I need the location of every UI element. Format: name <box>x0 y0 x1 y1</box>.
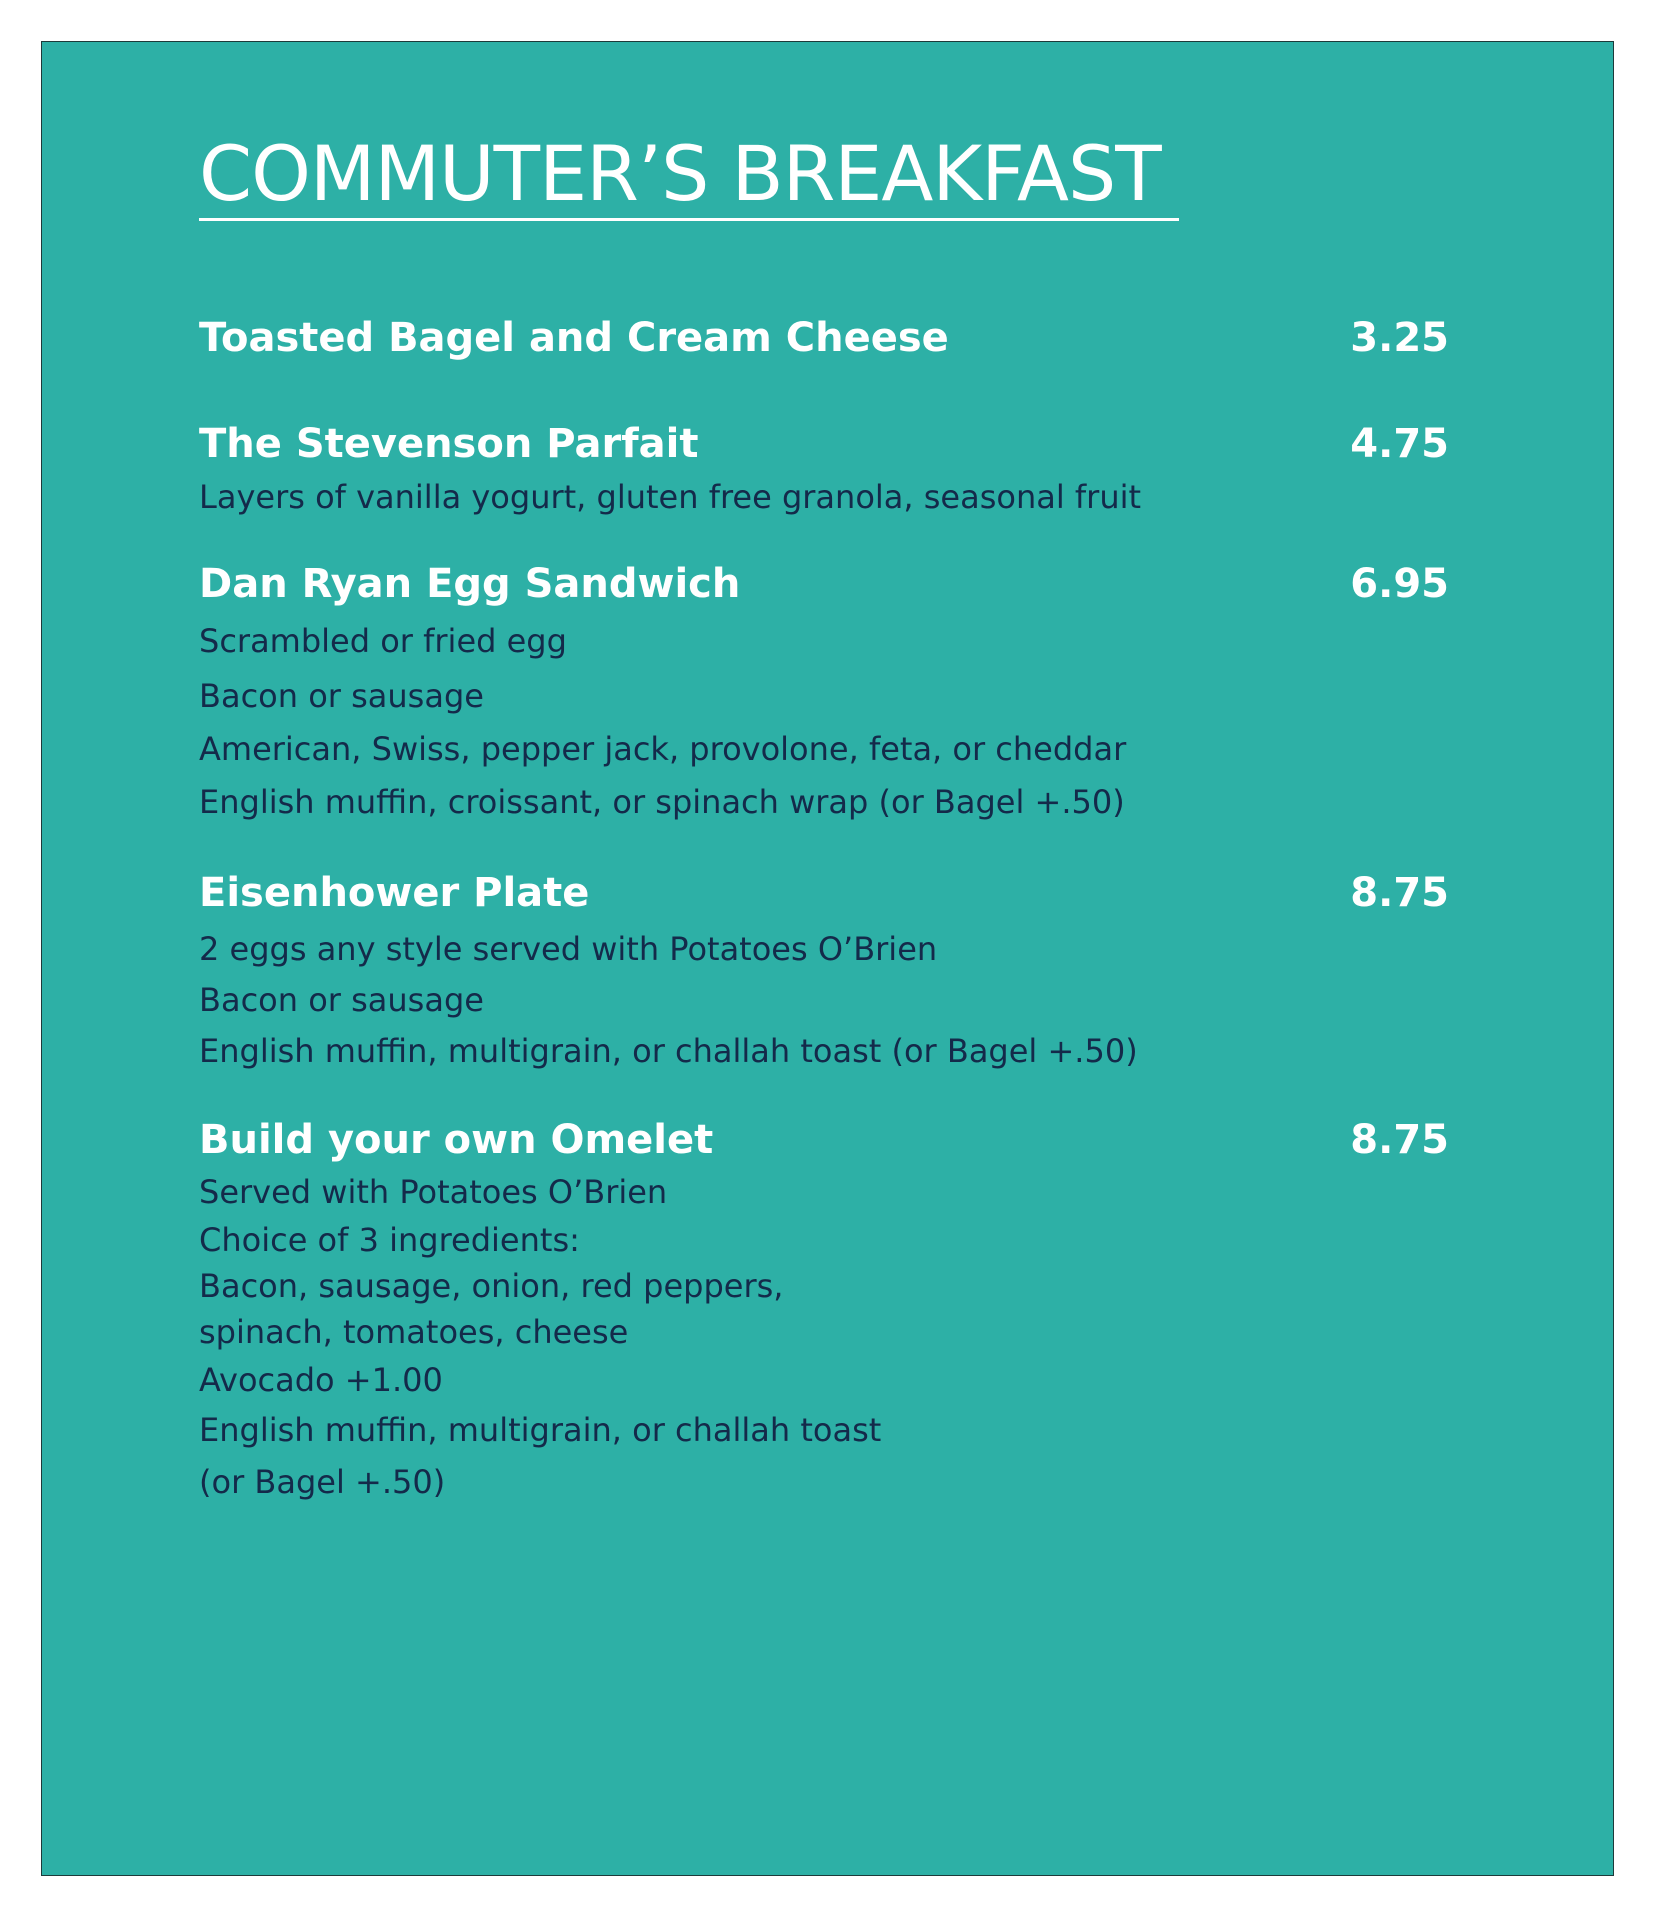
menu-item-name: Build your own Omelet <box>199 1117 714 1163</box>
menu-item-description: Served with Potatoes O’Brien <box>199 1173 668 1211</box>
menu-item-description: American, Swiss, pepper jack, provolone, feta, or cheddar <box>199 730 1127 768</box>
menu-title: COMMUTER’S BREAKFAST <box>199 129 1161 218</box>
menu-item-description: Choice of 3 ingredients: <box>199 1221 580 1259</box>
menu-item-name: Toasted Bagel and Cream Cheese <box>199 315 949 361</box>
menu-item-price: 4.75 <box>1350 421 1449 467</box>
menu-item-description: (or Bagel +.50) <box>199 1463 446 1501</box>
menu-item-description: Bacon or sausage <box>199 677 484 715</box>
menu-item-price: 3.25 <box>1350 315 1449 361</box>
menu-item-description: English muffin, multigrain, or challah toast (or Bagel +.50) <box>199 1032 1138 1070</box>
menu-item-description: Scrambled or fried egg <box>199 622 567 660</box>
menu-item-price: 6.95 <box>1350 561 1449 607</box>
menu-item-price: 8.75 <box>1350 1117 1449 1163</box>
menu-item-description: Bacon or sausage <box>199 981 484 1019</box>
menu-item-description: English muffin, multigrain, or challah toast <box>199 1411 882 1449</box>
menu-item-description: 2 eggs any style served with Potatoes O’Brien <box>199 930 938 968</box>
menu-item-description: spinach, tomatoes, cheese <box>199 1313 629 1351</box>
menu-item-description: English muffin, croissant, or spinach wrap (or Bagel +.50) <box>199 783 1125 821</box>
menu-item-description: Avocado +1.00 <box>199 1361 443 1399</box>
menu-item-name: The Stevenson Parfait <box>199 421 699 467</box>
menu-item-description: Layers of vanilla yogurt, gluten free granola, seasonal fruit <box>199 478 1142 516</box>
menu-item-name: Dan Ryan Egg Sandwich <box>199 561 741 607</box>
title-underline <box>199 218 1179 221</box>
menu-item-description: Bacon, sausage, onion, red peppers, <box>199 1267 784 1305</box>
menu-item-price: 8.75 <box>1350 870 1449 916</box>
menu-item-name: Eisenhower Plate <box>199 870 590 916</box>
